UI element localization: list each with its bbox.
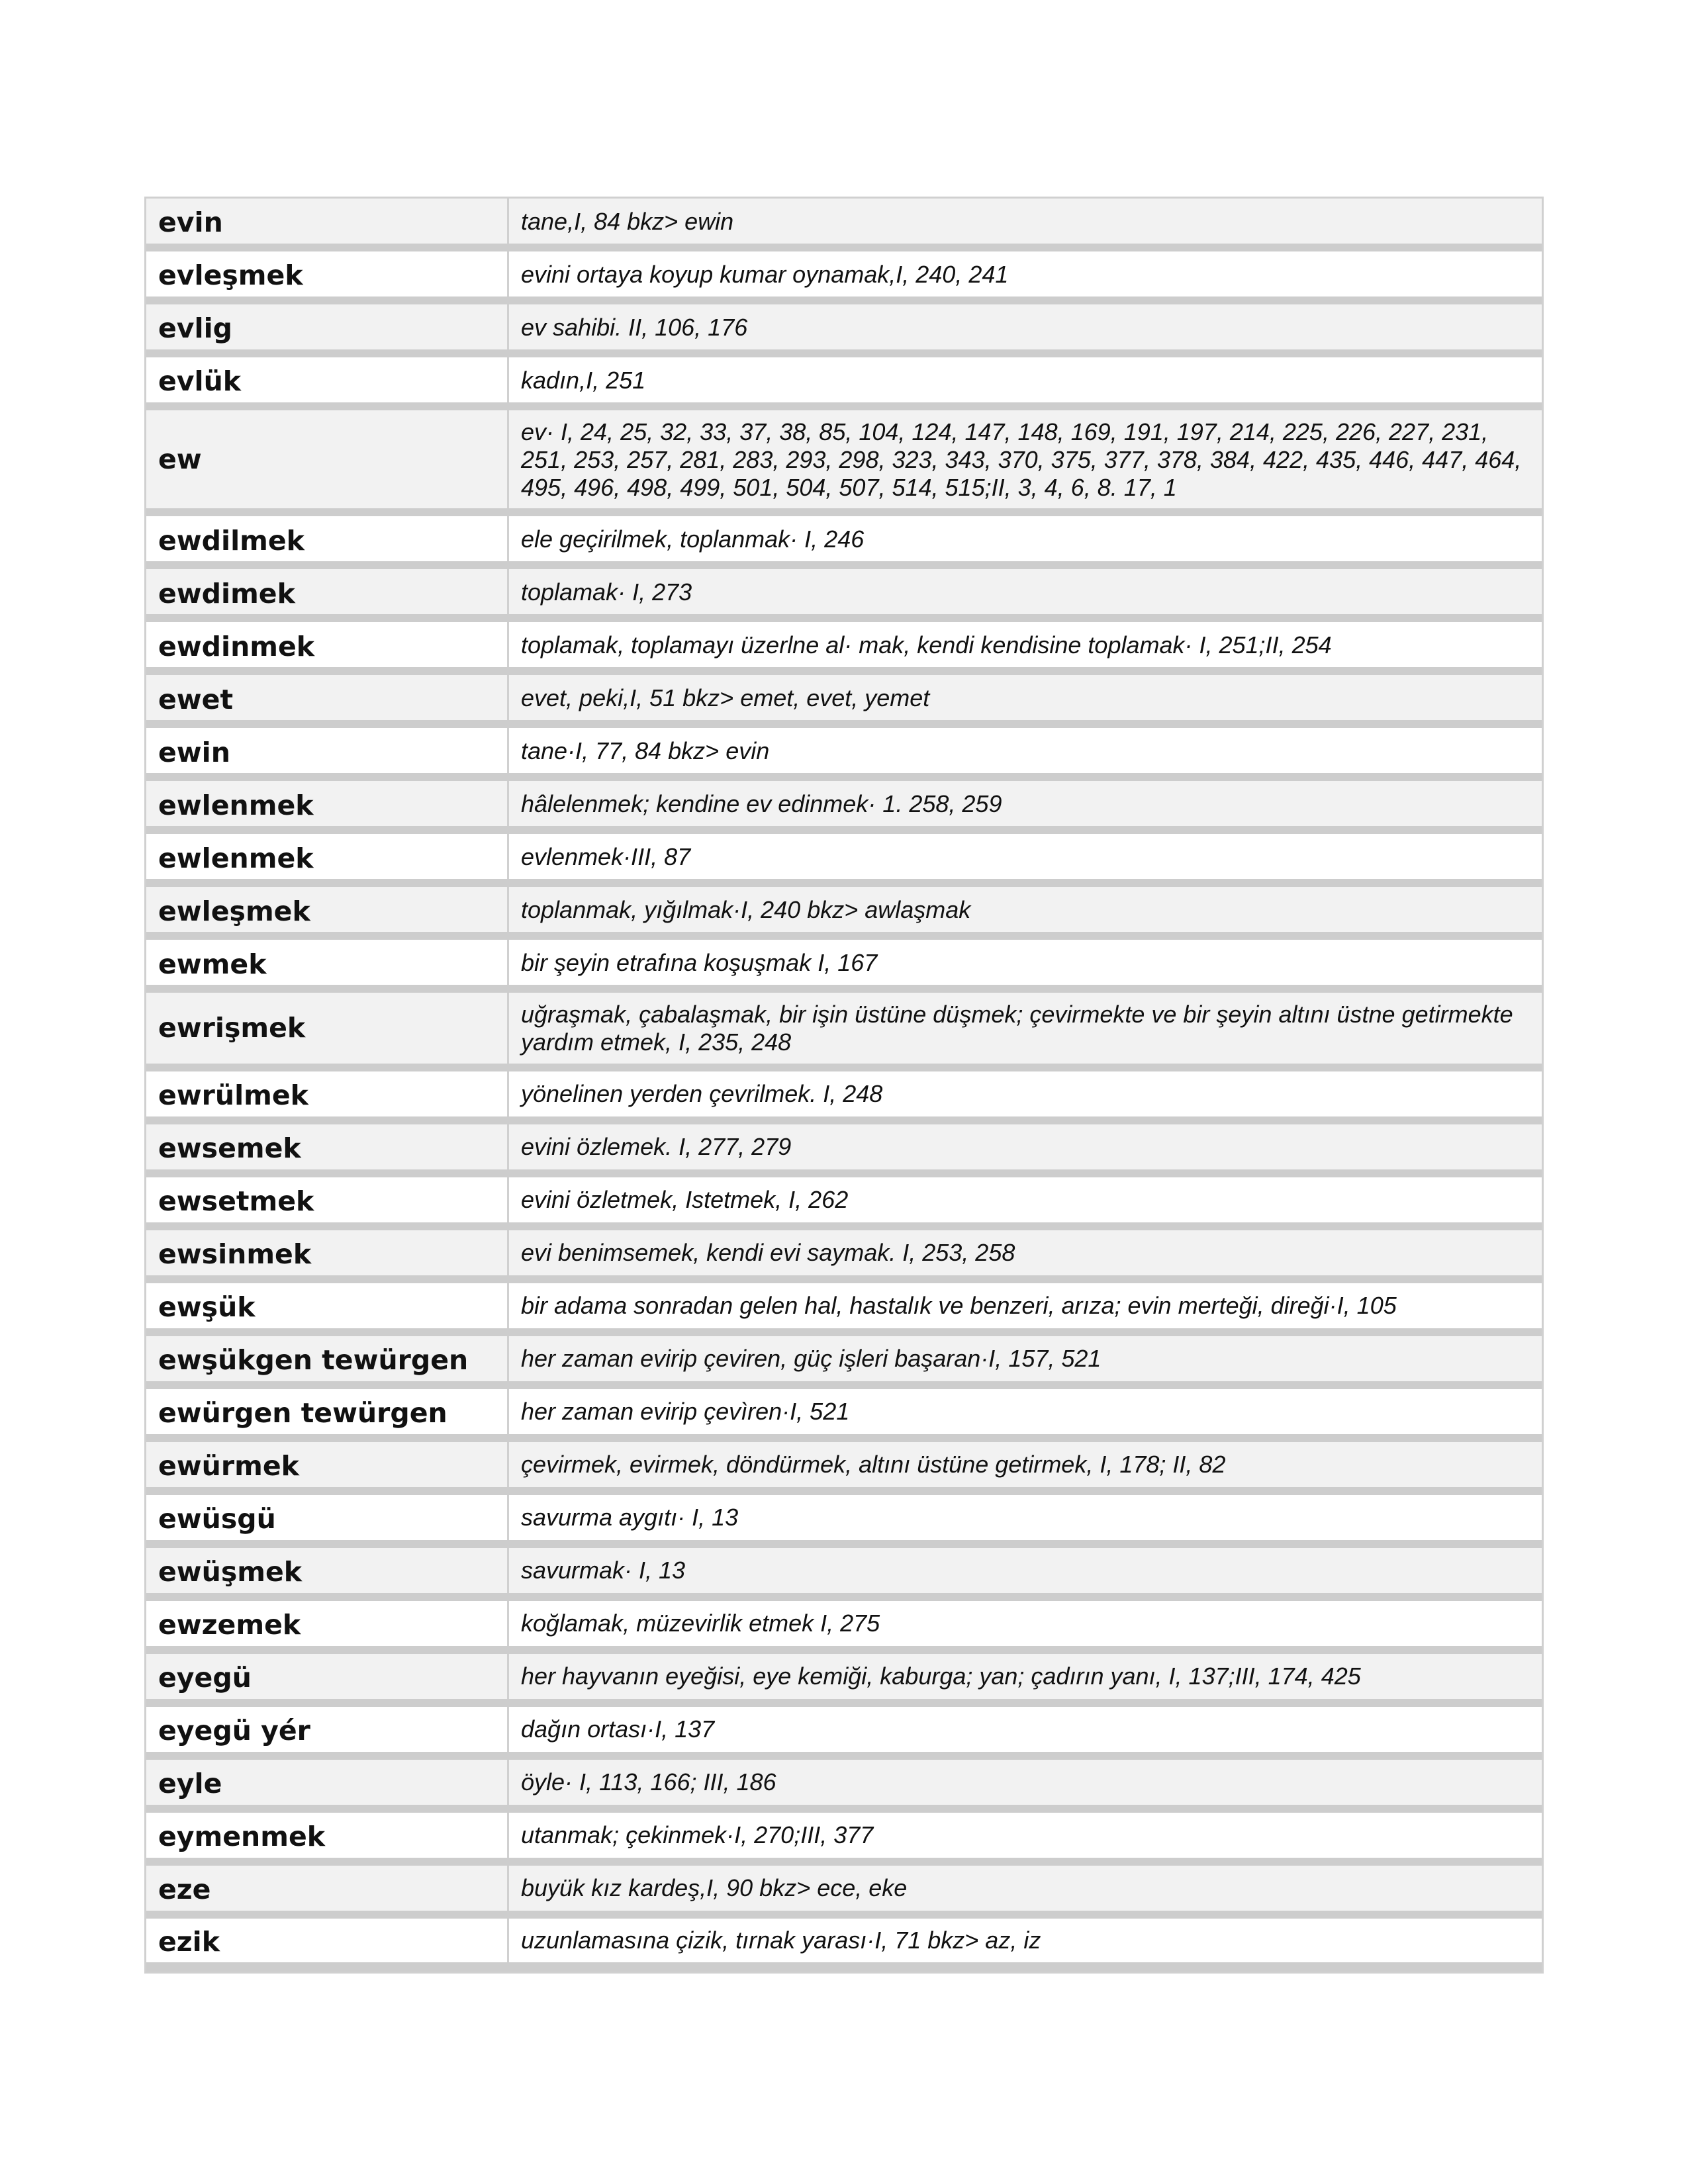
glossary-definition: bir şeyin etrafına koşuşmak I, 167 xyxy=(509,940,1542,985)
glossary-definition: tane,I, 84 bkz> ewin xyxy=(509,199,1542,244)
glossary-row xyxy=(146,1495,1542,1548)
glossary-definition: kadın,I, 251 xyxy=(509,357,1542,402)
glossary-term: ewet xyxy=(146,675,509,720)
glossary-row xyxy=(146,1442,1542,1495)
glossary-definition: çevirmek, evirmek, döndürmek, altını üstüne getirmek, I, 178; II, 82 xyxy=(509,1442,1542,1487)
glossary-row xyxy=(146,1919,1542,1972)
glossary-definition: toplamak· I, 273 xyxy=(509,569,1542,614)
glossary-definition: evini özlemek. I, 277, 279 xyxy=(509,1124,1542,1169)
glossary-term: ewşükgen tewürgen xyxy=(146,1336,509,1381)
glossary-definition: utanmak; çekinmek·I, 270;III, 377 xyxy=(509,1813,1542,1858)
glossary-definition: savurmak· I, 13 xyxy=(509,1548,1542,1593)
glossary-definition: her zaman evirip çeviren, güç işleri başaran·I, 157, 521 xyxy=(509,1336,1542,1381)
glossary-row xyxy=(146,516,1542,569)
glossary-row xyxy=(146,675,1542,728)
glossary-term: eyegü xyxy=(146,1654,509,1699)
glossary-term: eze xyxy=(146,1866,509,1911)
glossary-row xyxy=(146,1866,1542,1919)
glossary-row xyxy=(146,251,1542,304)
glossary-term: ew xyxy=(146,410,509,508)
glossary-term: ewrülmek xyxy=(146,1071,509,1116)
glossary-term: ewmek xyxy=(146,940,509,985)
glossary-term: ewleşmek xyxy=(146,887,509,932)
glossary-row xyxy=(146,1230,1542,1283)
glossary-term: eymenmek xyxy=(146,1813,509,1858)
glossary-definition: toplamak, toplamayı üzerlne al· mak, kendi kendisine toplamak· I, 251;II, 254 xyxy=(509,622,1542,667)
glossary-definition: bir adama sonradan gelen hal, hastalık ve benzeri, arıza; evin merteği, direği·I, 105 xyxy=(509,1283,1542,1328)
glossary-term: ewsinmek xyxy=(146,1230,509,1275)
glossary-row xyxy=(146,940,1542,993)
glossary-row xyxy=(146,887,1542,940)
glossary-row xyxy=(146,1124,1542,1177)
glossary-row xyxy=(146,728,1542,781)
glossary-term: ewdinmek xyxy=(146,622,509,667)
glossary-term: ewşük xyxy=(146,1283,509,1328)
glossary-definition: evi benimsemek, kendi evi saymak. I, 253, 258 xyxy=(509,1230,1542,1275)
glossary-definition: ev sahibi. II, 106, 176 xyxy=(509,304,1542,349)
glossary-term: evleşmek xyxy=(146,251,509,296)
glossary-row xyxy=(146,622,1542,675)
glossary-definition: yönelinen yerden çevrilmek. I, 248 xyxy=(509,1071,1542,1116)
glossary-row xyxy=(146,781,1542,834)
glossary-term: ewsetmek xyxy=(146,1177,509,1222)
glossary-row xyxy=(146,199,1542,251)
glossary-definition: her zaman evirip çevìren·I, 521 xyxy=(509,1389,1542,1434)
glossary-definition: evlenmek·III, 87 xyxy=(509,834,1542,879)
glossary-definition: evini ortaya koyup kumar oynamak,I, 240, 241 xyxy=(509,251,1542,296)
glossary-term: eyle xyxy=(146,1760,509,1805)
glossary-definition: evet, peki,I, 51 bkz> emet, evet, yemet xyxy=(509,675,1542,720)
glossary-definition: dağın ortası·I, 137 xyxy=(509,1707,1542,1752)
glossary-row xyxy=(146,1813,1542,1866)
glossary-definition: tane·I, 77, 84 bkz> evin xyxy=(509,728,1542,773)
glossary-row xyxy=(146,410,1542,516)
glossary-definition: koğlamak, müzevirlik etmek I, 275 xyxy=(509,1601,1542,1646)
glossary-term: ewzemek xyxy=(146,1601,509,1646)
glossary-row xyxy=(146,1601,1542,1654)
glossary-definition: savurma aygıtı· I, 13 xyxy=(509,1495,1542,1540)
glossary-definition: uzunlamasına çizik, tırnak yarası·I, 71 bkz> az, iz xyxy=(509,1919,1542,1962)
glossary-definition: ele geçirilmek, toplanmak· I, 246 xyxy=(509,516,1542,561)
glossary-row xyxy=(146,1283,1542,1336)
glossary-row xyxy=(146,1177,1542,1230)
glossary-term: ewlenmek xyxy=(146,834,509,879)
glossary-definition: uğraşmak, çabalaşmak, bir işin üstüne düşmek; çevirmekte ve bir şeyin altını üstne getirmekte yardım etmek, I, 235, 248 xyxy=(509,993,1542,1063)
glossary-term: ewin xyxy=(146,728,509,773)
glossary-definition: toplanmak, yığılmak·I, 240 bkz> awlaşmak xyxy=(509,887,1542,932)
glossary-term: evlig xyxy=(146,304,509,349)
glossary-term: ewdimek xyxy=(146,569,509,614)
glossary-definition: öyle· I, 113, 166; III, 186 xyxy=(509,1760,1542,1805)
glossary-term: ewürmek xyxy=(146,1442,509,1487)
glossary-row xyxy=(146,1548,1542,1601)
glossary-row xyxy=(146,1760,1542,1813)
glossary-term: ewüşmek xyxy=(146,1548,509,1593)
glossary-row xyxy=(146,304,1542,357)
glossary-row xyxy=(146,1707,1542,1760)
glossary-row xyxy=(146,1389,1542,1442)
glossary-term: ewsemek xyxy=(146,1124,509,1169)
glossary-term: ezik xyxy=(146,1919,509,1962)
glossary-row xyxy=(146,834,1542,887)
glossary-term: ewlenmek xyxy=(146,781,509,826)
glossary-row xyxy=(146,1654,1542,1707)
glossary-row xyxy=(146,993,1542,1071)
glossary-row xyxy=(146,1071,1542,1124)
glossary-definition: hâlelenmek; kendine ev edinmek· 1. 258, 259 xyxy=(509,781,1542,826)
glossary-term: ewürgen tewürgen xyxy=(146,1389,509,1434)
glossary-definition: her hayvanın eyeğisi, eye kemiği, kaburga; yan; çadırın yanı, I, 137;III, 174, 425 xyxy=(509,1654,1542,1699)
glossary-term: evin xyxy=(146,199,509,244)
glossary-term: ewdilmek xyxy=(146,516,509,561)
glossary-term: eyegü yér xyxy=(146,1707,509,1752)
glossary-row xyxy=(146,1336,1542,1389)
glossary-row xyxy=(146,569,1542,622)
glossary-term: ewüsgü xyxy=(146,1495,509,1540)
glossary-definition: evini özletmek, Istetmek, I, 262 xyxy=(509,1177,1542,1222)
glossary-row xyxy=(146,357,1542,410)
glossary-term: ewrişmek xyxy=(146,993,509,1063)
glossary-definition: ev· I, 24, 25, 32, 33, 37, 38, 85, 104, 124, 147, 148, 169, 191, 197, 214, 225, 226, 227, 231, 251, 253, 257, 281, 283, 293, 298, 323, 343, 370, 375, 377, 378, 384, 422, 435, 446, 447, 464, 495, 496, 498, 499, 501, 504, 507, 514, 515;II, 3, 4, 6, 8. 17, 1 xyxy=(509,410,1542,508)
glossary-table xyxy=(144,197,1544,1974)
glossary-term: evlük xyxy=(146,357,509,402)
glossary-definition: buyük kız kardeş,I, 90 bkz> ece, eke xyxy=(509,1866,1542,1911)
